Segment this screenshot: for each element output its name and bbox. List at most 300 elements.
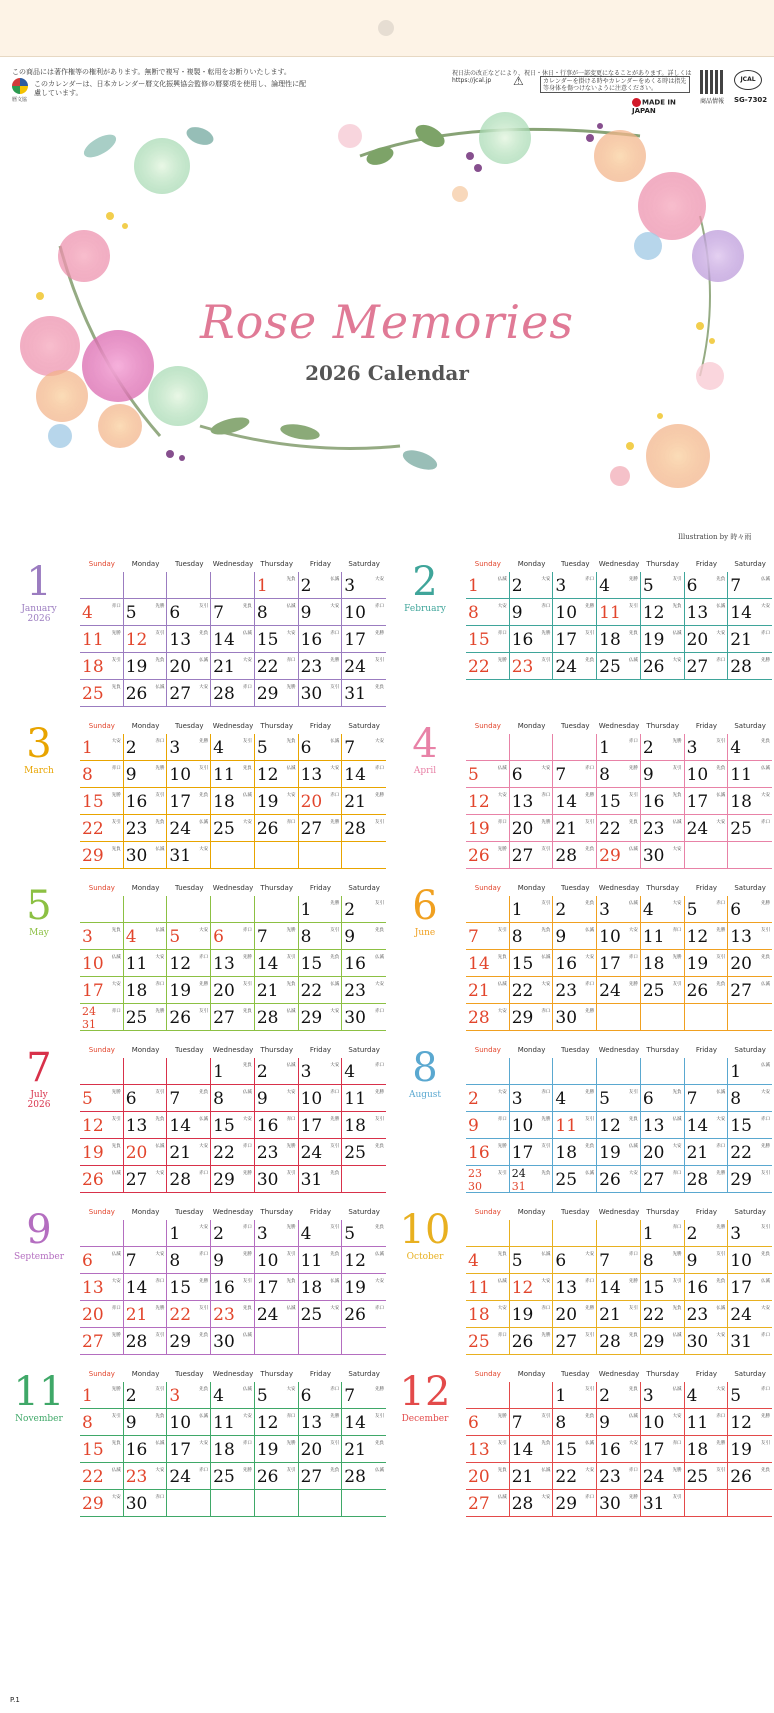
weekday-label: Tuesday [561,722,590,730]
day-cell [641,1220,685,1246]
day-number: 15 [300,954,323,974]
rokuyo-label: 友引 [628,793,638,798]
day-number: 26 [599,1170,621,1190]
day-cell [510,1166,554,1192]
rokuyo-label: 赤口 [716,1414,726,1419]
day-cell [466,1463,510,1489]
day-number: 14 [256,954,279,974]
month-name: November [15,1414,63,1424]
day-cell [167,788,211,814]
rokuyo-label: 大安 [672,847,682,852]
rokuyo-label: 大安 [330,1063,340,1068]
rokuyo-label: 先勝 [628,1279,638,1284]
rokuyo-label: 赤口 [375,1009,384,1014]
rokuyo-label: 仏滅 [761,1063,770,1068]
day-cell [641,1301,685,1327]
rokuyo-label: 赤口 [242,685,252,690]
day-number: 2 [511,576,523,596]
day-cell [342,734,386,760]
rokuyo-label: 友引 [199,766,209,771]
day-number: 6 [213,927,224,947]
made-in-japan: MADE IN JAPAN [632,98,676,115]
rokuyo-label: 赤口 [497,1117,507,1122]
month-number: 6 [412,883,438,929]
weekday-label: Friday [309,560,332,568]
day-number: 26 [686,981,709,1001]
rokuyo-label: 先負 [541,1171,551,1176]
weekday-header [80,884,386,896]
day-number: 11 [686,1413,709,1433]
weekday-label: Monday [517,1046,546,1054]
day-number: 4 [82,603,93,623]
rokuyo-label: 先勝 [672,739,682,744]
month-grid [466,560,772,680]
rokuyo-label: 仏滅 [585,1171,595,1176]
day-cell [685,1490,729,1516]
day-number: 12 [468,792,490,812]
rokuyo-label: 大安 [497,604,507,609]
rokuyo-label: 先負 [628,631,638,636]
day-cell [510,1463,554,1489]
day-cell [255,653,299,679]
rokuyo-label: 先負 [199,793,209,798]
day-cell [167,923,211,949]
day-number: 7 [599,1251,610,1271]
rokuyo-label: 先負 [199,1387,209,1392]
day-number: 6 [642,1089,654,1109]
day-number: 7 [256,927,268,947]
day-cell [553,1490,597,1516]
day-number: 6 [169,603,181,623]
weekday-label: Saturday [734,1046,766,1054]
day-cell [299,1463,343,1489]
day-cell [510,842,554,868]
rokuyo-label: 先勝 [199,1279,209,1284]
day-cell [167,599,211,625]
weekday-header [80,722,386,734]
day-number: 22 [511,981,534,1001]
day-number: 19 [686,954,709,974]
day-cell [597,1085,641,1111]
rokuyo-label: 先勝 [242,955,252,960]
rokuyo-label: 先負 [628,1333,638,1338]
day-cell [342,950,386,976]
day-number: 3 [511,1089,523,1109]
rokuyo-label: 大安 [585,1252,595,1257]
week-row [80,572,386,599]
rokuyo-label: 先負 [155,1117,165,1122]
product-code: SG-7302 [734,96,768,104]
month-3 [8,721,384,872]
day-number: 23 [256,1143,279,1163]
day-cell [685,1409,729,1435]
day-cell [124,1058,168,1084]
day-cell [167,1085,211,1111]
day-cell [728,599,772,625]
weekday-label: Friday [309,722,332,730]
warning-icon: ⚠ [513,74,524,88]
day-cell [255,1112,299,1138]
rokuyo-label: 大安 [155,1468,165,1473]
day-number: 8 [468,603,479,623]
day-cell [685,653,729,679]
week-row [466,923,772,950]
day-cell [342,923,386,949]
day-cell [553,815,597,841]
day-cell [597,1274,641,1300]
day-cell [255,1247,299,1273]
rokuyo-label: 赤口 [672,1225,682,1230]
day-number: 17 [169,792,192,812]
rokuyo-label: 赤口 [330,1387,340,1392]
day-number: 24 [82,1005,96,1018]
day-cell [255,1301,299,1327]
day-number: 22 [300,981,323,1001]
rokuyo-label: 友引 [541,901,551,906]
rokuyo-label: 大安 [330,1306,340,1311]
weekday-label: Wednesday [598,1046,640,1054]
day-number: 23 [468,1167,482,1180]
day-cell [641,1382,685,1408]
month-grid [80,884,386,1031]
day-cell [597,977,641,1003]
day-number: 12 [344,1251,366,1271]
day-number: 12 [256,1413,279,1433]
day-number: 19 [730,1440,752,1460]
rokuyo-label: 先勝 [286,928,296,933]
day-cell [466,1220,510,1246]
day-cell [299,653,343,679]
weekday-label: Thursday [646,1370,679,1378]
day-cell [728,1112,772,1138]
day-number: 16 [686,1278,709,1298]
day-number: 24 [511,1167,526,1180]
rokuyo-label: 赤口 [375,766,384,771]
day-number: 8 [82,765,93,785]
weekday-label: Monday [131,1370,160,1378]
day-cell [342,1409,386,1435]
rokuyo-label: 先負 [155,820,165,825]
week-row [466,1436,772,1463]
rokuyo-label: 仏滅 [330,1279,340,1284]
day-number: 20 [213,981,235,1001]
month-name: July [30,1090,48,1100]
weekday-header [466,884,772,896]
rokuyo-label: 先負 [716,1279,726,1284]
day-cell [597,1436,641,1462]
day-cell [167,1463,211,1489]
rokuyo-label: 赤口 [541,1306,551,1311]
day-cell [641,1409,685,1435]
weekday-label: Sunday [88,1046,115,1054]
day-number: 22 [82,1467,104,1487]
weekday-label: Thursday [646,1208,679,1216]
day-cell [211,1328,255,1354]
day-cell [80,1139,124,1165]
day-number: 31 [511,1180,526,1193]
week-row [80,599,386,626]
rokuyo-label: 赤口 [541,1009,551,1014]
weekday-label: Saturday [348,722,380,730]
day-cell [510,1220,554,1246]
day-cell [167,1247,211,1273]
month-year: 2026 [27,1100,51,1110]
day-cell [466,1409,510,1435]
rokuyo-label: 友引 [585,1387,595,1392]
day-number: 7 [511,1413,523,1433]
day-number: 23 [642,819,665,839]
day-cell [641,950,685,976]
day-number: 27 [686,657,709,677]
day-cell [124,1139,168,1165]
day-number: 21 [256,981,279,1001]
rokuyo-label: 友引 [716,739,726,744]
day-number: 30 [256,1170,279,1190]
day-number: 24 [555,657,578,677]
day-cell [510,1274,554,1300]
day-cell [167,1220,211,1246]
day-number: 20 [642,1143,665,1163]
day-number: 23 [125,1467,148,1487]
day-cell [728,950,772,976]
weekday-label: Tuesday [175,1046,204,1054]
day-cell [466,1139,510,1165]
rokuyo-label: 先勝 [585,1090,595,1095]
rokuyo-label: 先負 [761,1468,770,1473]
day-number: 27 [300,1467,323,1487]
day-cell [80,896,124,922]
rokuyo-label: 大安 [375,739,384,744]
rokuyo-label: 赤口 [761,1117,770,1122]
rokuyo-label: 先負 [585,658,595,663]
day-number: 25 [344,1143,366,1163]
day-number: 20 [169,657,192,677]
day-number: 13 [213,954,235,974]
day-cell [466,1058,510,1084]
day-number: 21 [555,819,578,839]
rokuyo-label: 大安 [497,1306,507,1311]
day-cell [255,842,299,868]
day-cell [685,923,729,949]
month-number: 1 [26,559,52,605]
day-cell [728,1274,772,1300]
day-cell [510,1436,554,1462]
day-cell [80,1463,124,1489]
weekday-label: Thursday [260,1208,293,1216]
day-cell [466,923,510,949]
day-cell [641,1004,685,1030]
day-number: 23 [344,981,366,1001]
weekday-header [80,1208,386,1220]
day-number: 2 [256,1062,268,1082]
day-number: 20 [555,1305,578,1325]
month-name: September [13,1252,65,1262]
rokuyo-label: 大安 [242,658,252,663]
week-row [80,1382,386,1409]
weekday-label: Monday [517,560,546,568]
day-number: 12 [730,1413,752,1433]
rokuyo-label: 先勝 [585,793,595,798]
day-number: 10 [169,1413,192,1433]
day-cell [167,950,211,976]
notice-left [12,68,312,103]
copyright-notice: この商品には著作権等の権利があります。無断で複写・複製・転用をお断りいたします。 [12,68,291,76]
day-number: 18 [555,1143,578,1163]
day-number: 20 [511,819,534,839]
rokuyo-label: 仏滅 [242,1090,252,1095]
day-cell [597,815,641,841]
week-row [466,950,772,977]
day-number: 21 [468,981,490,1001]
weekday-label: Tuesday [175,884,204,892]
day-number: 9 [344,927,356,947]
day-number: 9 [125,1413,137,1433]
day-number: 14 [169,1116,192,1136]
day-number: 14 [344,765,366,785]
day-cell [510,1382,554,1408]
month-header [394,722,456,776]
day-cell [466,734,510,760]
rokuyo-label: 先負 [628,1117,638,1122]
month-number: 11 [13,1369,65,1415]
month-header [394,1370,456,1424]
rokuyo-label: 仏滅 [111,955,121,960]
month-5 [8,883,384,1034]
weekday-label: Monday [131,722,160,730]
day-cell [510,1004,554,1030]
day-number: 3 [256,1224,268,1244]
day-number: 12 [125,630,148,650]
day-cell [342,842,386,868]
day-cell [466,761,510,787]
day-cell [553,572,597,598]
week-row [80,977,386,1004]
day-number: 11 [300,1251,323,1271]
rokuyo-label: 先勝 [716,1171,726,1176]
day-cell [211,1301,255,1327]
day-cell [685,1085,729,1111]
weekday-label: Tuesday [175,560,204,568]
weekday-label: Sunday [474,560,501,568]
day-cell [124,734,168,760]
day-cell [80,680,124,706]
rokuyo-label: 先負 [375,928,384,933]
day-cell [553,1058,597,1084]
rokuyo-label: 先勝 [286,1441,296,1446]
rokuyo-label: 先負 [286,982,296,987]
rokuyo-label: 大安 [497,1009,507,1014]
day-cell [167,761,211,787]
rokuyo-label: 友引 [628,1090,638,1095]
day-number: 25 [599,657,621,677]
day-cell [685,1220,729,1246]
day-cell [685,1328,729,1354]
day-cell [641,1085,685,1111]
weekday-label: Saturday [348,1208,380,1216]
day-cell [685,1004,729,1030]
day-cell [299,734,343,760]
day-number: 23 [599,1467,621,1487]
rokuyo-label: 先負 [541,1441,551,1446]
rokuyo-label: 仏滅 [628,901,638,906]
month-header [8,1208,70,1262]
rokuyo-label: 仏滅 [286,604,296,609]
rokuyo-label: 大安 [155,1171,165,1176]
day-cell [255,788,299,814]
day-number: 13 [300,765,323,785]
rokuyo-label: 赤口 [497,1333,507,1338]
rokuyo-label: 仏滅 [541,1252,551,1257]
rokuyo-label: 赤口 [286,1117,296,1122]
month-1 [8,559,384,710]
day-cell [553,1463,597,1489]
day-cell [124,1004,168,1030]
weekday-label: Saturday [734,1208,766,1216]
rokuyo-label: 赤口 [199,1468,209,1473]
day-cell [124,599,168,625]
month-header [394,884,456,938]
day-cell [510,788,554,814]
day-cell [124,1112,168,1138]
rokuyo-label: 赤口 [628,1468,638,1473]
rokuyo-label: 仏滅 [761,982,770,987]
day-number: 24 [300,1143,323,1163]
day-cell [80,950,124,976]
week-row [466,1139,772,1166]
rokuyo-label: 友引 [111,820,121,825]
rokuyo-label: 大安 [628,928,638,933]
month-name: March [24,766,54,776]
rokuyo-label: 大安 [155,955,165,960]
day-cell [510,653,554,679]
day-cell [685,842,729,868]
notice-right [452,68,702,115]
day-cell [80,599,124,625]
rokuyo-label: 先勝 [497,1414,507,1419]
day-cell [124,950,168,976]
day-cell [597,761,641,787]
day-number: 11 [213,765,235,785]
day-cell [510,1409,554,1435]
day-number: 22 [642,1305,665,1325]
rokuyo-label: 友引 [585,820,595,825]
week-row [466,1274,772,1301]
rokuyo-label: 赤口 [672,928,682,933]
day-cell [211,1220,255,1246]
day-cell [211,1382,255,1408]
day-number: 30 [686,1332,709,1352]
day-cell [124,1166,168,1192]
rokuyo-label: 友引 [242,982,252,987]
day-number: 28 [344,1467,366,1487]
month-year: 2026 [27,614,51,624]
rokuyo-label: 赤口 [541,604,551,609]
day-number: 3 [169,738,181,758]
day-cell [510,815,554,841]
day-number: 28 [511,1494,534,1514]
weekday-label: Wednesday [598,884,640,892]
rokuyo-label: 先勝 [155,1306,165,1311]
day-number: 21 [599,1305,621,1325]
day-number: 23 [686,1305,709,1325]
day-number: 26 [468,846,490,866]
rokuyo-label: 先勝 [628,766,638,771]
rokuyo-label: 先勝 [111,1090,121,1095]
day-cell [124,1301,168,1327]
day-number: 24 [730,1305,752,1325]
month-grid [466,722,772,869]
day-number: 27 [82,1332,104,1352]
